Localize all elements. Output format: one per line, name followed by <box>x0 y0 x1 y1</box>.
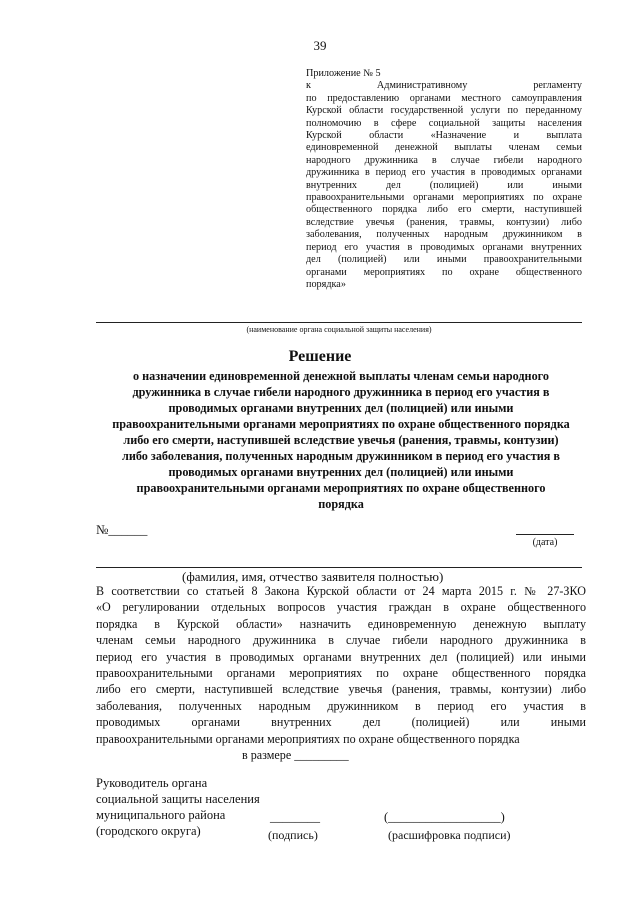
appendix-line: правоохранительными органами мероприятиях по охране <box>306 192 582 204</box>
body-line: членам семьи народного дружинника в случае гибели народного дружинника в <box>96 633 586 648</box>
body-line: порядка в Курской области» назначить единовременную денежную выплату <box>96 616 586 631</box>
signature-position-line: Руководитель органа <box>96 776 208 790</box>
applicant-name-caption: (фамилия, имя, отчество заявителя полностью) <box>182 569 444 584</box>
body-line: либо его смерти, наступившей вследствие увечья (ранения, травмы, контузии) либо <box>96 682 586 697</box>
page-number: 39 <box>313 38 327 53</box>
date-line <box>516 534 574 535</box>
appendix-line: вследствие увечья (ранения, травмы, контузии) либо <box>306 216 582 228</box>
signature-blank: ________ <box>270 810 320 824</box>
appendix-line: заболевания, полученных народным дружинником в <box>306 229 582 241</box>
appendix-line: Курской области государственной услуги по переданному <box>306 105 582 117</box>
decision-number-field: №______ <box>96 522 148 537</box>
amount-field: в размере _________ <box>242 748 349 763</box>
decision-subtitle-line: проводимых органами внутренних дел (полицией) или иными <box>168 465 514 479</box>
appendix-block <box>306 68 582 291</box>
appendix-line: период его участия в проводимых органами внутренних <box>306 241 582 253</box>
appendix-line: общественного порядка либо его смерти, наступившей <box>306 204 582 216</box>
signature-caption: (подпись) <box>268 828 318 842</box>
appendix-line: к Административному регламенту <box>306 80 582 92</box>
body-line: период его участия в проводимых органами внутренних дел (полицией) или иными <box>96 649 586 664</box>
date-caption: (дата) <box>532 537 558 548</box>
body-line: В соответствии со статьей 8 Закона Курской области от 24 марта 2015 г. № 27-ЗКО <box>96 584 586 598</box>
org-name-caption: (наименование органа социальной защиты населения) <box>246 325 432 334</box>
decision-subtitle-line: проводимых органами внутренних дел (полицией) или иными <box>168 401 514 415</box>
signature-decode-caption: (расшифровка подписи) <box>388 828 511 842</box>
org-name-line <box>96 322 582 323</box>
decision-subtitle-line: дружинника в случае гибели народного дружинника в период его участия в <box>132 385 550 399</box>
decision-subtitle-line: порядка <box>318 497 364 511</box>
body-line: «О регулировании отдельных вопросов участия граждан в охране общественного <box>96 600 586 615</box>
signature-position <box>96 775 260 839</box>
decision-subtitle-line: либо его смерти, наступившей вследствие увечья (ранения, травмы, контузии) <box>123 433 559 447</box>
appendix-line: порядка» <box>306 278 346 290</box>
signature-decode-blank: (__________________) <box>384 810 505 824</box>
signature-position-line: социальной защиты населения <box>96 792 260 806</box>
appendix-line: народного дружинника в случае гибели народного <box>306 154 582 166</box>
body-line: правоохранительными органами мероприятиях по охране общественного порядка <box>96 666 586 681</box>
appendix-line: по предоставлению органами местного самоуправления <box>306 92 582 104</box>
appendix-line: дел (полицией) или иными правоохранительными <box>306 254 582 266</box>
signature-position-line: муниципального района <box>96 808 226 822</box>
body-line: заболевания, полученных народным дружинником в период его участия в <box>96 698 586 713</box>
decision-subtitle-line: о назначении единовременной денежной выплаты членам семьи народного <box>132 369 550 383</box>
decision-title: Решение <box>288 348 352 365</box>
appendix-title: Приложение № 5 <box>306 68 381 79</box>
decision-subtitle <box>96 368 586 512</box>
appendix-line: полномочию в сфере социальной защиты населения <box>306 117 582 129</box>
appendix-line: дружинника в период его участия в проводимых органами <box>306 167 582 179</box>
body-line: проводимых органами внутренних дел (полицией) или иными <box>96 715 586 730</box>
appendix-line: органами мероприятиях по охране общественного <box>306 266 582 278</box>
decision-subtitle-line: правоохранительными органами мероприятиях по охране общественного <box>136 481 546 495</box>
signature-position-line: (городского округа) <box>96 824 201 838</box>
decision-subtitle-line: правоохранительными органами мероприятиях по охране общественного порядка <box>112 417 570 431</box>
decision-subtitle-line: либо заболевания, полученных народным дружинником в период его участия в <box>121 449 560 463</box>
applicant-name-line <box>96 567 582 568</box>
appendix-line: внутренних дел (полицией) или иными <box>306 179 582 191</box>
decision-body <box>96 583 586 763</box>
appendix-line: Курской области «Назначение и выплата <box>306 130 582 142</box>
appendix-line: единовременной денежной выплаты членам семьи <box>306 142 582 154</box>
body-line: правоохранительными органами мероприятиях по охране общественного порядка <box>96 731 520 746</box>
